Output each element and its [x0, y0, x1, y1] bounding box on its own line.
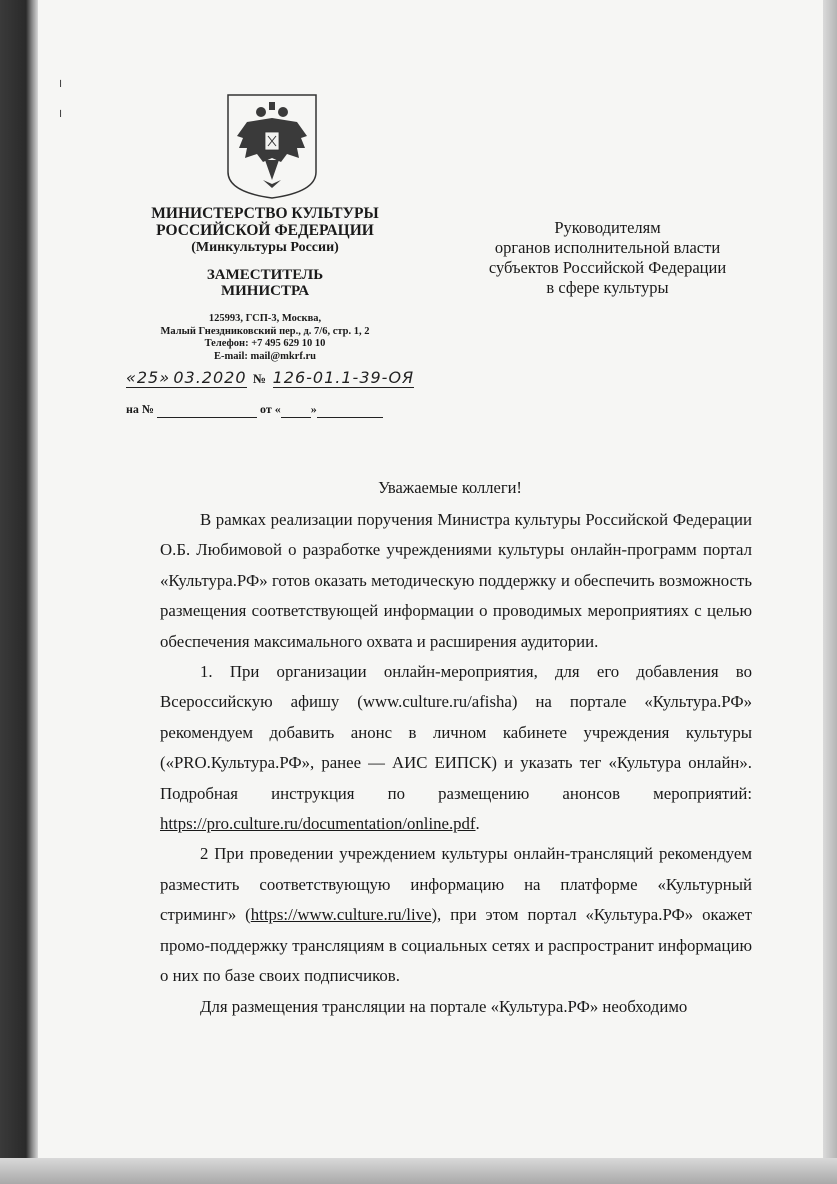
- date-open-quote: «: [126, 368, 137, 387]
- reply-label: на №: [126, 402, 154, 416]
- paragraph-2-text: 1. При организации онлайн-мероприятия, для его добавления во Всероссийскую афишу (www.culture.ru/afisha) на портале «Культура.РФ» рекомендуем добавить анонс в личном кабинете учреждения культуры («PRO.Культура.РФ», ранее — АИС ЕИПСК) и указать тег «Культура онлайн». Подробная инструкция по размещению анонсов мероприятий:: [160, 662, 752, 803]
- ministry-name-line1: МИНИСТЕРСТВО КУЛЬТУРЫ: [151, 205, 379, 222]
- salutation: Уважаемые коллеги!: [378, 478, 522, 497]
- address-line2: Малый Гнездниковский пер., д. 7/6, стр. 1, 2: [160, 325, 370, 337]
- contacts: [140, 313, 390, 363]
- scan-shadow-right: [823, 0, 837, 1184]
- margin-marks: ╷ ╷: [57, 73, 65, 117]
- from-label: от «: [259, 402, 281, 416]
- scan-shadow-left: [0, 0, 38, 1184]
- letter-body: [160, 505, 752, 1022]
- ministry-short-name: (Минкультуры России): [191, 240, 339, 255]
- russian-coat-of-arms-icon: [225, 92, 319, 200]
- date-rest: 03.2020: [173, 368, 247, 387]
- reply-reference-line: [126, 402, 416, 418]
- paragraph-3-text2: ), при этом портал «Культура.РФ» окажет промо-поддержку трансляциям в социальных сетях и распространит информацию о них по базе своих подписчиков.: [160, 905, 753, 986]
- recipient-line4: в сфере культуры: [546, 278, 669, 297]
- paragraph-1: В рамках реализации поручения Министра культуры Российской Федерации О.Б. Любимовой о разработке учреждениями культуры онлайн-программ портал «Культура.РФ» готов оказать методическую поддержку и обеспечить возможность размещения соответствующей информации о проводимых мероприятиях с целью обеспечения максимального охвата и расширения аудитории.: [160, 510, 752, 651]
- date-day: 25: [136, 368, 160, 387]
- address-line1: 125993, ГСП-3, Москва,: [208, 313, 322, 324]
- paragraph-3: [160, 839, 752, 991]
- recipient-line3: субъектов Российской Федерации: [488, 258, 727, 277]
- sender-block: [140, 205, 390, 363]
- position-line2: МИНИСТРА: [220, 283, 310, 299]
- paragraph-4: Для размещения трансляции на портале «Культура.РФ» необходимо: [200, 996, 688, 1016]
- recipient-block: [470, 218, 745, 298]
- paragraph-2: [160, 657, 752, 839]
- live-link[interactable]: https://www.culture.ru/live: [250, 905, 432, 925]
- recipient-line1: Руководителям: [554, 218, 661, 237]
- date-close-quote: »: [159, 368, 171, 387]
- instruction-link[interactable]: https://pro.culture.ru/documentation/online.pdf: [160, 814, 476, 834]
- registration-number: 126-01.1-39-ОЯ: [272, 368, 415, 387]
- recipient-line2: органов исполнительной власти: [494, 238, 721, 257]
- registration-line: [126, 368, 466, 392]
- ministry-name-line2: РОССИЙСКОЙ ФЕДЕРАЦИИ: [156, 222, 374, 239]
- number-label: №: [253, 371, 267, 386]
- phone: Телефон: +7 495 629 10 10: [204, 338, 326, 349]
- paragraph-3-text1: 2 При проведении учреждением культуры онлайн-трансляций рекомендуем разместить соответствующую информацию на платформе «Культурный стриминг» (: [160, 844, 752, 925]
- email: E-mail: mail@mkrf.ru: [214, 350, 316, 362]
- paragraph-2-end: .: [475, 814, 480, 834]
- position-line1: ЗАМЕСТИТЕЛЬ: [206, 267, 324, 283]
- scan-shadow-bottom: [0, 1158, 837, 1184]
- from-close: »: [310, 402, 317, 416]
